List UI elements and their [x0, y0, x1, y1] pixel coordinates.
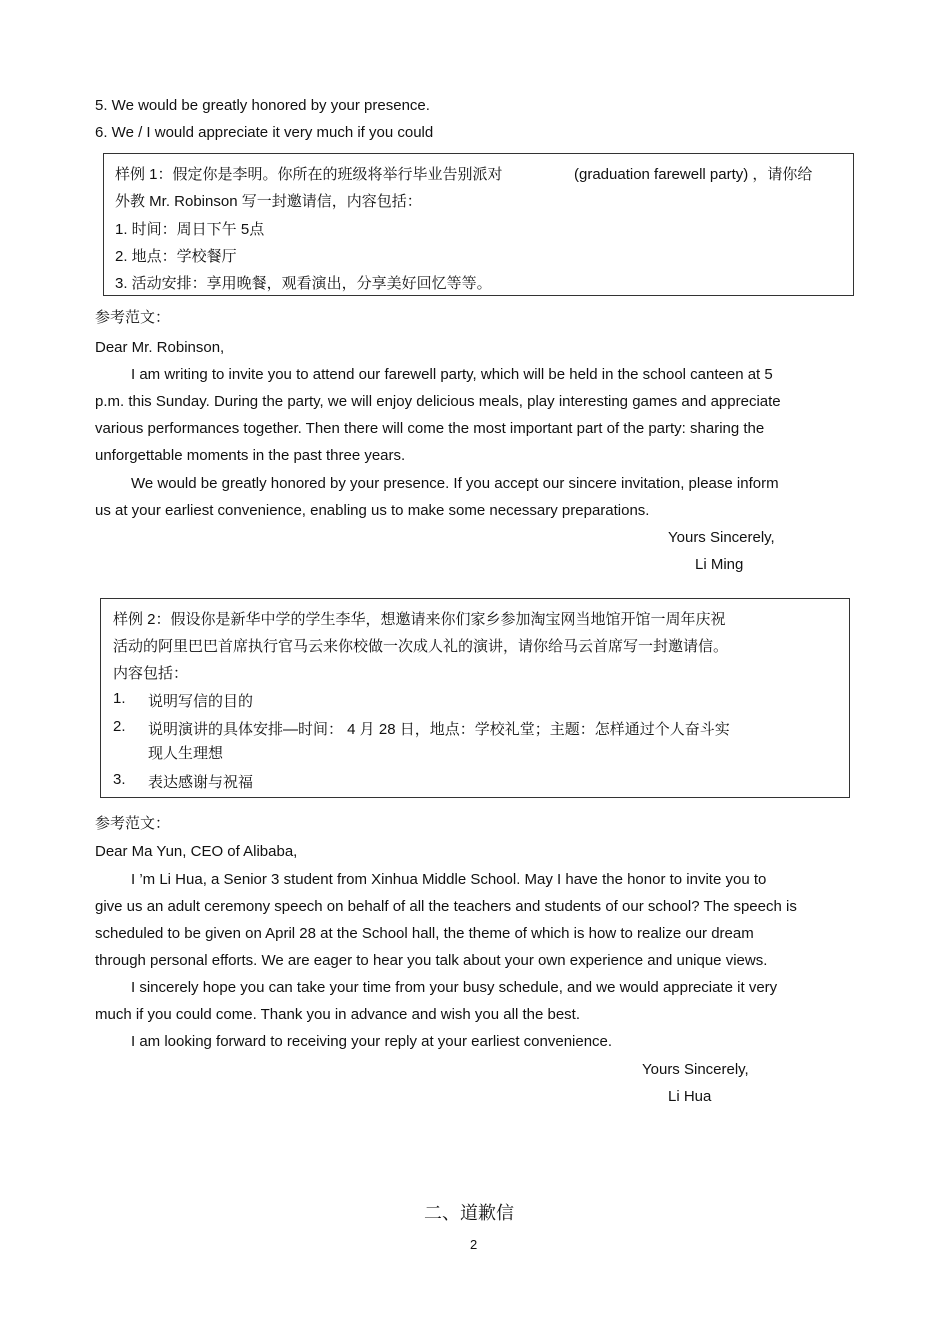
- letter-1-line: p.m. this Sunday. During the party, we will enjoy delicious meals, play interesting games and appreciate: [95, 393, 781, 410]
- example-2-item-1-num: 1.: [113, 690, 126, 707]
- page-number: 2: [470, 1237, 478, 1252]
- closing-1: Yours Sincerely,: [668, 529, 775, 546]
- example-1-item-1: 1. 时间：周日下午 5点: [115, 221, 265, 238]
- example-2-item-1: 说明写信的目的: [148, 693, 254, 710]
- example-1-line2: 外教 Mr. Robinson 写一封邀请信，内容包括：: [115, 193, 422, 210]
- letter-1-line: I am writing to invite you to attend our farewell party, which will be held in the school canteen at 5: [131, 366, 773, 383]
- letter-2-line: scheduled to be given on April 28 at the School hall, the theme of which is how to realize our dream: [95, 925, 754, 942]
- point-5: 5. We would be greatly honored by your presence.: [95, 97, 430, 114]
- letter-1-line: We would be greatly honored by your presence. If you accept our sincere invitation, please inform: [131, 475, 779, 492]
- letter-2-line: give us an adult ceremony speech on behalf of all the teachers and students of our school? The speech is: [95, 898, 797, 915]
- letter-2-line: through personal efforts. We are eager to hear you talk about your own experience and unique views.: [95, 952, 768, 969]
- point-6: 6. We / I would appreciate it very much if you could: [95, 124, 434, 141]
- example-2-item-2-num: 2.: [113, 718, 126, 735]
- closing-2: Yours Sincerely,: [642, 1061, 749, 1078]
- signature-2: Li Hua: [668, 1088, 712, 1105]
- example-1-box: [103, 153, 854, 296]
- example-2-line2: 活动的阿里巴巴首席执行官马云来你校做一次成人礼的演讲，请你给马云首席写一封邀请信。: [113, 638, 729, 655]
- example-2-item-2-cont: 现人生理想: [148, 745, 224, 762]
- example-2-item-3-num: 3.: [113, 771, 126, 788]
- example-2-line1: 样例 2：假设你是新华中学的学生李华，想邀请来你们家乡参加淘宝网当地馆开馆一周年庆祝: [113, 611, 726, 628]
- example-1-line1b: (graduation farewell party) ，请你给: [574, 166, 813, 183]
- letter-2-line: I am looking forward to receiving your reply at your earliest convenience.: [131, 1033, 613, 1050]
- letter-1-line: unforgettable moments in the past three years.: [95, 447, 406, 464]
- letter-2-line: I ’m Li Hua, a Senior 3 student from Xinhua Middle School. May I have the honor to invite you to: [131, 871, 767, 888]
- reference-label-1: 参考范文：: [95, 309, 171, 326]
- letter-1-line: various performances together. Then there will come the most important part of the party: sharing the: [95, 420, 765, 437]
- greeting-2: Dear Ma Yun, CEO of Alibaba,: [95, 843, 298, 860]
- example-2-box: [100, 598, 850, 798]
- signature-1: Li Ming: [695, 556, 744, 573]
- letter-2-line: I sincerely hope you can take your time from your busy schedule, and we would appreciate it very: [131, 979, 778, 996]
- section-heading: 二、道歉信: [424, 1203, 514, 1223]
- letter-1-line: us at your earliest convenience, enabling us to make some necessary preparations.: [95, 502, 650, 519]
- letter-2-line: much if you could come. Thank you in advance and wish you all the best.: [95, 1006, 581, 1023]
- example-2-item-3: 表达感谢与祝福: [148, 774, 254, 791]
- example-2-item-2: 说明演讲的具体安排—时间： 4 月 28 日，地点：学校礼堂；主题：怎样通过个人奋斗实: [148, 721, 730, 738]
- example-1-line1a: 样例 1：假定你是李明。你所在的班级将举行毕业告别派对: [115, 166, 503, 183]
- example-1-item-2: 2. 地点：学校餐厅: [115, 248, 237, 265]
- example-1-item-3: 3. 活动安排：享用晚餐，观看演出，分享美好回忆等等。: [115, 275, 492, 292]
- greeting-1: Dear Mr. Robinson,: [95, 339, 225, 356]
- example-2-line3: 内容包括：: [113, 665, 189, 682]
- reference-label-2: 参考范文：: [95, 815, 171, 832]
